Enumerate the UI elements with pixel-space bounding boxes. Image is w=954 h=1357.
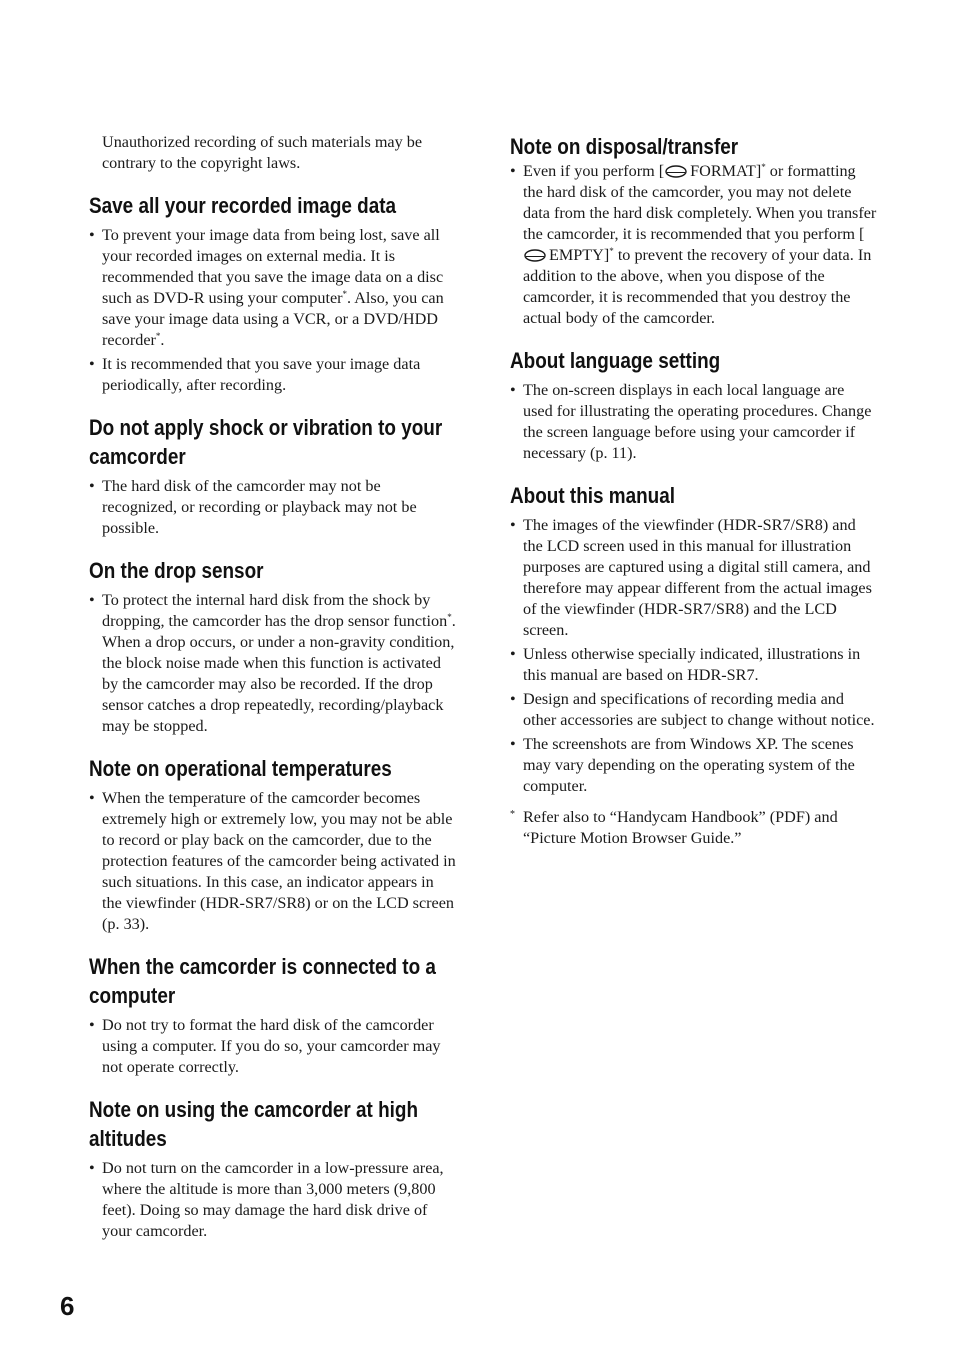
section-manual [510, 481, 878, 797]
bullet-save-2: • It is recommended that you save your image data periodically, after recording. [89, 354, 457, 396]
bullet-computer-1: • Do not try to format the hard disk of the camcorder using a computer. If you do so, your camcorder may not operate correctly. [89, 1015, 457, 1078]
bullet-manual-4: • The screenshots are from Windows XP. The scenes may vary depending on the operating system of the computer. [510, 734, 878, 797]
hard-disk-icon [665, 165, 687, 178]
section-temperatures [89, 754, 457, 935]
lead-paragraph: Unauthorized recording of such materials may be contrary to the copyright laws. [102, 133, 423, 172]
heading-temperatures: Note on operational temperatures [89, 756, 392, 781]
section-shock [89, 413, 457, 539]
hard-disk-icon [524, 249, 546, 262]
heading-save-data: Save all your recorded image data [89, 193, 397, 218]
heading-disposal: Note on disposal/transfer [510, 134, 739, 159]
bullet-altitude-1: • Do not turn on the camcorder in a low-pressure area, where the altitude is more than 3,000 meters (9,800 feet). Doing so may damage the hard disk drive of your camcorder. [89, 1158, 457, 1242]
heading-manual: About this manual [510, 483, 676, 508]
heading-language: About language setting [510, 348, 721, 373]
section-computer [89, 952, 457, 1078]
bullet-language-1: • The on-screen displays in each local language are used for illustrating the operating procedures. Change the screen language before using your camcorder if necessary (p. 11). [510, 380, 878, 464]
heading-altitude: Note on using the camcorder at high altitudes [89, 1097, 419, 1151]
section-save-data [89, 191, 457, 396]
heading-drop-sensor: On the drop sensor [89, 558, 264, 583]
heading-computer: When the camcorder is connected to a computer [89, 954, 436, 1008]
footnote: * Refer also to “Handycam Handbook” (PDF) and “Picture Motion Browser Guide.” [510, 808, 838, 847]
bullet-shock-1: • The hard disk of the camcorder may not be recognized, or recording or playback may not be possible. [89, 476, 457, 539]
right-column [510, 132, 878, 849]
section-altitude [89, 1095, 457, 1242]
bullet-manual-3: • Design and specifications of recording media and other accessories are subject to change without notice. [510, 689, 878, 731]
section-drop-sensor [89, 556, 457, 737]
bullet-disposal-1: • Even if you perform [ FORMAT]* or formatting the hard disk of the camcorder, you may not delete data from the hard disk completely. When you transfer the camcorder, it is recommended that you perform [EMPTY]* to prevent the recovery of your data. In addition to the above, when you dispose of the camcorder, it is recommended that you destroy the actual body of the camcorder. [510, 161, 878, 329]
bullet-save-1: • To prevent your image data from being lost, save all your recorded images on external media. It is recommended that you save the image data on a disc such as DVD-R using your computer*. Also, you can save your image data using a VCR, or a DVD/HDD recorder*. [89, 225, 457, 351]
section-language [510, 346, 878, 464]
heading-shock: Do not apply shock or vibration to your camcorder [89, 415, 443, 469]
left-column [89, 132, 457, 1245]
bullet-drop-1: • To protect the internal hard disk from the shock by dropping, the camcorder has the drop sensor function*. When a drop occurs, or under a non-gravity condition, the block noise made when this function is activated by the camcorder may also be recorded. If the drop sensor catches a drop repeatedly, recording/playback may be stopped. [89, 590, 457, 737]
bullet-manual-2: • Unless otherwise specially indicated, illustrations in this manual are based on HDR-SR7. [510, 644, 878, 686]
page-number: 6 [60, 1291, 75, 1321]
bullet-manual-1: • The images of the viewfinder (HDR-SR7/SR8) and the LCD screen used in this manual for illustration purposes are captured using a digital still camera, and therefore may appear different from the actual images of the viewfinder (HDR-SR7/SR8) and the LCD screen. [510, 515, 878, 641]
section-disposal [510, 132, 878, 329]
bullet-temps-1: • When the temperature of the camcorder becomes extremely high or extremely low, you may not be able to record or play back on the camcorder, due to the protection features of the camcorder being activated in such situations. In this case, an indicator appears in the viewfinder (HDR-SR7/SR8) or on the LCD screen (p. 33). [89, 788, 457, 935]
